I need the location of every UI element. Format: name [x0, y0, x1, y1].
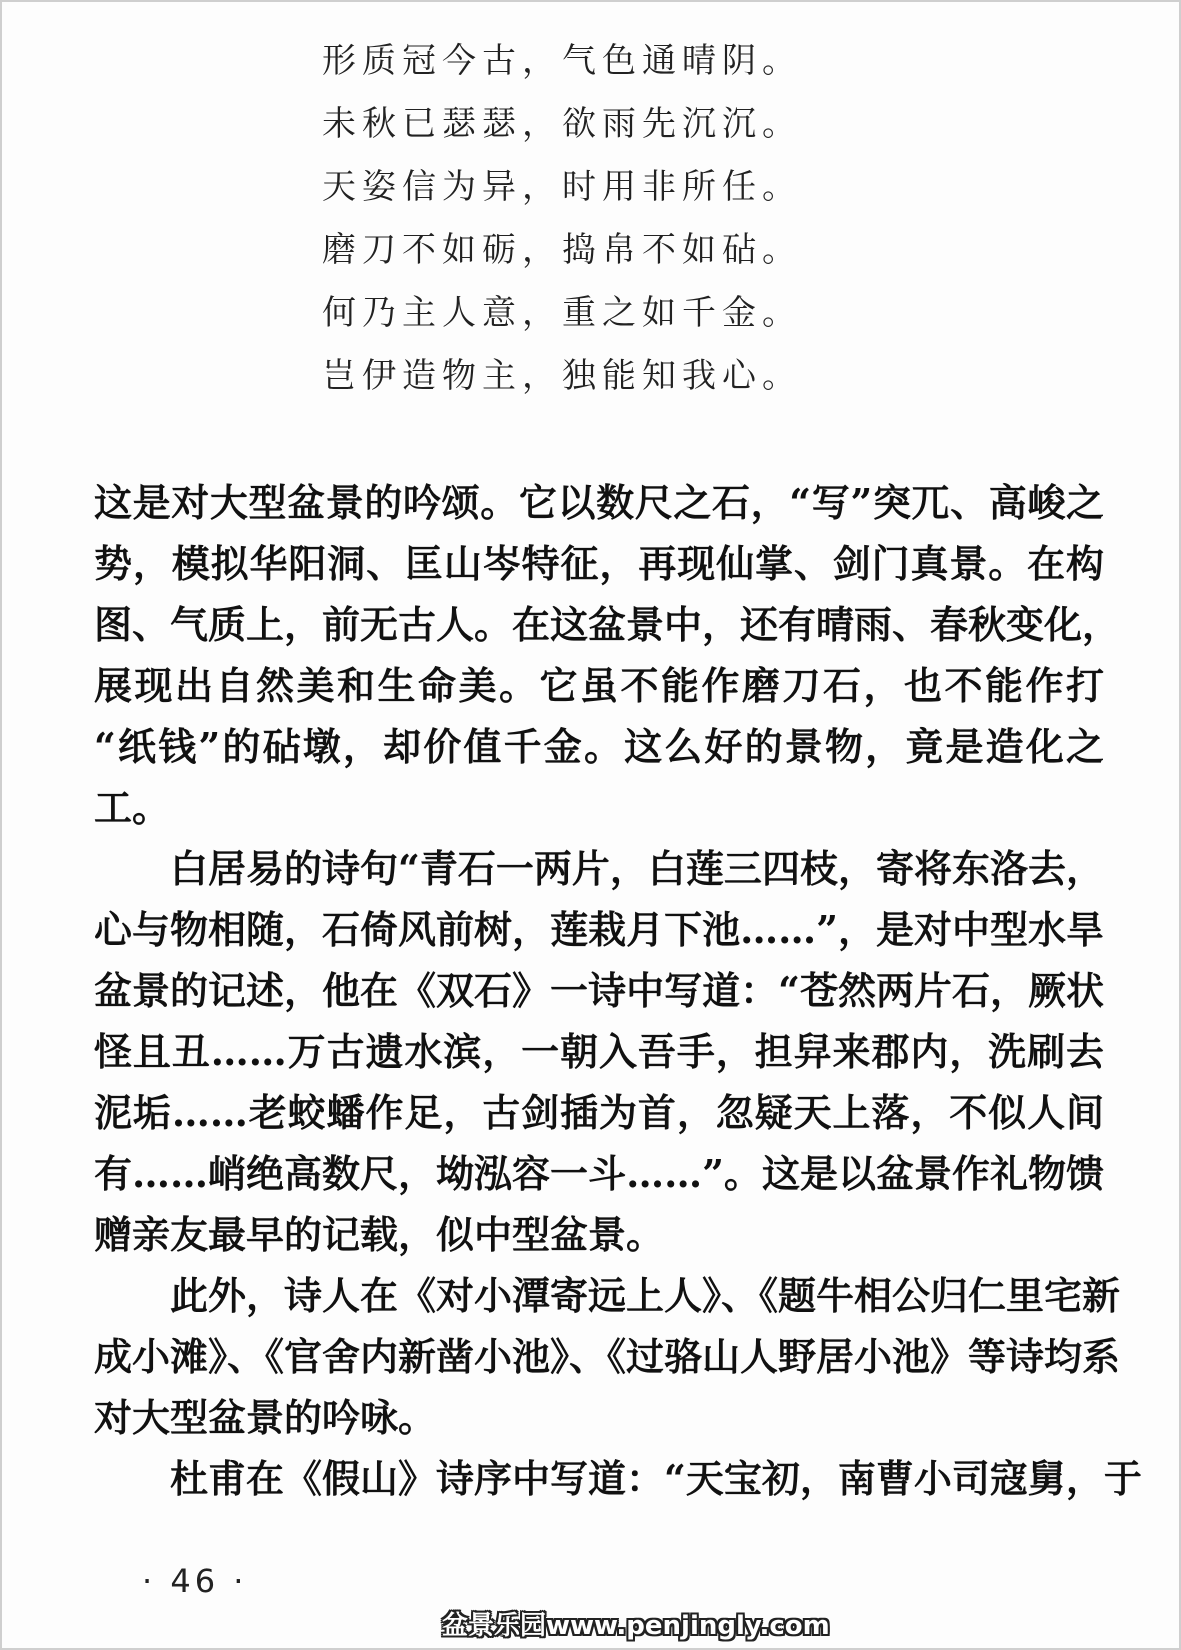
text-line: 白居易的诗句“青石一两片，白莲三四枝，寄将东洛去， [170, 846, 1104, 891]
text-line: “纸钱”的砧墩，却价值千金。这么好的景物，竟是造化之 [94, 724, 1104, 769]
poem-line: 磨刀不如砺，捣帛不如砧。 [322, 230, 802, 270]
site-watermark: 盆景乐园www.penjingly.com [442, 1611, 830, 1641]
text-line: 图、气质上，前无古人。在这盆景中，还有晴雨、春秋变化， [94, 602, 1121, 647]
text-line: 盆景的记述，他在《双石》一诗中写道：“苍然两片石，厥状 [94, 968, 1104, 1013]
text-line: 此外，诗人在《对小潭寄远上人》、《题牛相公归仁里宅新 [170, 1273, 1121, 1318]
paragraph-3 [94, 1265, 1121, 1448]
paragraph-2 [94, 838, 1104, 1265]
body-text [94, 472, 1142, 1509]
text-line: 展现出自然美和生命美。它虽不能作磨刀石，也不能作打 [94, 663, 1104, 708]
paragraph-4 [94, 1448, 1142, 1509]
paragraph-1 [94, 472, 1121, 838]
text-line: 赠亲友最早的记载，似中型盆景。 [94, 1212, 665, 1257]
text-line: 工。 [94, 785, 171, 830]
text-line: 泥垢……老蛟蟠作足，古剑插为首，忽疑天上落，不似人间 [94, 1090, 1104, 1135]
text-line: 这是对大型盆景的吟颂。它以数尺之石，“写”突兀、高峻之 [94, 480, 1104, 525]
poem-block [322, 30, 802, 408]
text-line: 势，模拟华阳洞、匡山岑特征，再现仙掌、剑门真景。在构 [94, 541, 1104, 586]
poem-line: 何乃主人意，重之如千金。 [322, 293, 802, 333]
text-line: 成小滩》、《官舍内新凿小池》、《过骆山人野居小池》等诗均系 [94, 1334, 1121, 1379]
text-line: 有……峭绝高数尺，坳泓容一斗……”。这是以盆景作礼物馈 [94, 1151, 1104, 1196]
text-line: 杜甫在《假山》诗序中写道：“天宝初，南曹小司寇舅，于 [170, 1456, 1142, 1501]
text-line: 对大型盆景的吟咏。 [94, 1395, 437, 1440]
poem-line: 岂伊造物主，独能知我心。 [322, 356, 802, 396]
poem-line: 未秋已瑟瑟，欲雨先沉沉。 [322, 104, 802, 144]
text-line: 心与物相随，石倚风前树，莲栽月下池……”，是对中型水旱 [94, 907, 1104, 952]
poem-line: 形质冠今古，气色通晴阴。 [322, 41, 802, 81]
poem-line: 天姿信为异，时用非所任。 [322, 167, 802, 207]
page-number: · 46 · [142, 1562, 248, 1600]
text-line: 怪且丑……万古遗水滨，一朝入吾手，担舁来郡内，洗刷去 [94, 1029, 1104, 1074]
